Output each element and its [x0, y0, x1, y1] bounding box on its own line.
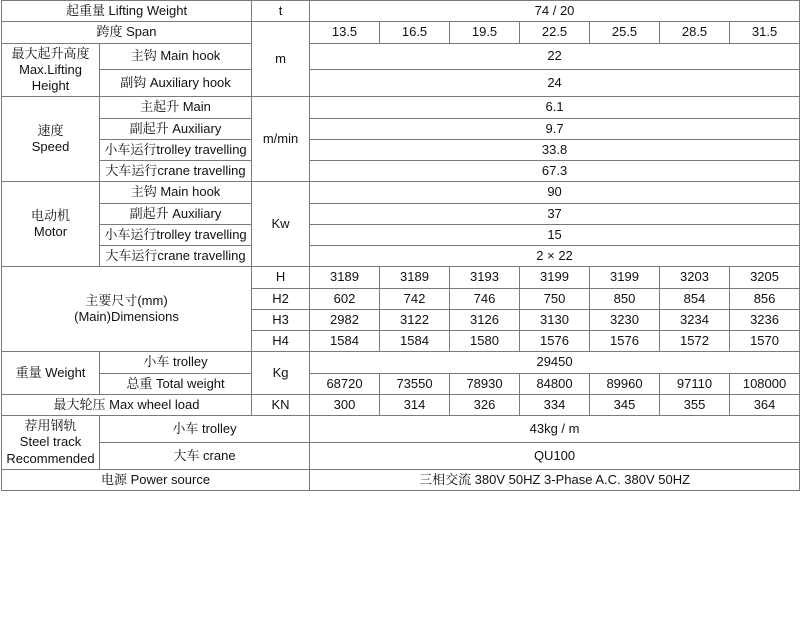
- steel-track-trolley-cell-0: 荐用钢轨 Steel track Recommended: [2, 416, 100, 470]
- weight-trolley-cell-1: 小车 trolley: [100, 352, 252, 373]
- weight-total-cell-6: 97110: [660, 373, 730, 394]
- max-wheel-load-cell-0: 最大轮压 Max wheel load: [2, 394, 252, 415]
- table-row: [2, 182, 800, 203]
- weight-total-cell-2: 73550: [380, 373, 450, 394]
- weight-total-cell-3: 78930: [450, 373, 520, 394]
- speed-crane-cell-0: 大车运行crane travelling: [100, 161, 252, 182]
- motor-main-hook-cell-1: 主钩 Main hook: [100, 182, 252, 203]
- dimensions-h3-cell-5: 3230: [590, 309, 660, 330]
- dimensions-h2-cell-7: 856: [730, 288, 800, 309]
- table-row: [2, 246, 800, 267]
- span-cell-5: 22.5: [520, 22, 590, 43]
- steel-track-crane-cell-1: QU100: [310, 442, 800, 469]
- dimensions-h-cell-5: 3199: [520, 267, 590, 288]
- motor-auxiliary-cell-1: 37: [310, 203, 800, 224]
- motor-crane-cell-1: 2 × 22: [310, 246, 800, 267]
- weight-total-cell-5: 89960: [590, 373, 660, 394]
- motor-trolley-cell-0: 小车运行trolley travelling: [100, 224, 252, 245]
- speed-main-cell-3: 6.1: [310, 97, 800, 118]
- max-wheel-load-cell-4: 326: [450, 394, 520, 415]
- table-row: [2, 469, 800, 490]
- weight-total-cell-0: 总重 Total weight: [100, 373, 252, 394]
- max-wheel-load-cell-5: 334: [520, 394, 590, 415]
- table-row: [2, 267, 800, 288]
- power-source-cell-0: 电源 Power source: [2, 469, 310, 490]
- dimensions-h2-cell-3: 746: [450, 288, 520, 309]
- dimensions-h-cell-7: 3203: [660, 267, 730, 288]
- dimensions-h4-cell-7: 1570: [730, 331, 800, 352]
- table-row: [2, 70, 800, 97]
- dimensions-h2-cell-0: H2: [252, 288, 310, 309]
- span-cell-6: 25.5: [590, 22, 660, 43]
- dimensions-h-cell-8: 3205: [730, 267, 800, 288]
- dimensions-h2-cell-1: 602: [310, 288, 380, 309]
- table-row: [2, 373, 800, 394]
- table-row: [2, 43, 800, 70]
- speed-main-cell-1: 主起升 Main: [100, 97, 252, 118]
- max-wheel-load-cell-6: 345: [590, 394, 660, 415]
- dimensions-h-cell-1: H: [252, 267, 310, 288]
- table-row: [2, 416, 800, 443]
- max-wheel-load-cell-3: 314: [380, 394, 450, 415]
- dimensions-h3-cell-2: 3122: [380, 309, 450, 330]
- weight-total-cell-1: 68720: [310, 373, 380, 394]
- speed-trolley-cell-1: 33.8: [310, 139, 800, 160]
- lifting-weight-cell-2: 74 / 20: [310, 1, 800, 22]
- dimensions-h-cell-0: 主要尺寸(mm) (Main)Dimensions: [2, 267, 252, 352]
- table-row: [2, 394, 800, 415]
- dimensions-h3-cell-7: 3236: [730, 309, 800, 330]
- dimensions-h2-cell-2: 742: [380, 288, 450, 309]
- max-lifting-height-main-cell-1: 主钩 Main hook: [100, 43, 252, 70]
- dimensions-h-cell-2: 3189: [310, 267, 380, 288]
- dimensions-h4-cell-3: 1580: [450, 331, 520, 352]
- table-row: [2, 1, 800, 22]
- max-lifting-height-aux-cell-0: 副钩 Auxiliary hook: [100, 70, 252, 97]
- dimensions-h3-cell-3: 3126: [450, 309, 520, 330]
- dimensions-h3-cell-4: 3130: [520, 309, 590, 330]
- weight-trolley-cell-0: 重量 Weight: [2, 352, 100, 395]
- weight-total-cell-7: 108000: [730, 373, 800, 394]
- dimensions-h4-cell-6: 1572: [660, 331, 730, 352]
- table-row: [2, 97, 800, 118]
- motor-main-hook-cell-3: 90: [310, 182, 800, 203]
- span-cell-4: 19.5: [450, 22, 520, 43]
- table-row: [2, 203, 800, 224]
- motor-main-hook-cell-0: 电动机 Motor: [2, 182, 100, 267]
- max-lifting-height-main-cell-2: 22: [310, 43, 800, 70]
- speed-main-cell-0: 速度 Speed: [2, 97, 100, 182]
- speed-crane-cell-1: 67.3: [310, 161, 800, 182]
- max-wheel-load-cell-1: KN: [252, 394, 310, 415]
- dimensions-h4-cell-1: 1584: [310, 331, 380, 352]
- lifting-weight-cell-1: t: [252, 1, 310, 22]
- lifting-weight-cell-0: 起重量 Lifting Weight: [2, 1, 252, 22]
- dimensions-h4-cell-4: 1576: [520, 331, 590, 352]
- steel-track-trolley-cell-2: 43kg / m: [310, 416, 800, 443]
- table-row: [2, 224, 800, 245]
- weight-trolley-cell-2: Kg: [252, 352, 310, 395]
- max-wheel-load-cell-7: 355: [660, 394, 730, 415]
- table-row: [2, 161, 800, 182]
- dimensions-h2-cell-6: 854: [660, 288, 730, 309]
- motor-auxiliary-cell-0: 副起升 Auxiliary: [100, 203, 252, 224]
- speed-main-cell-2: m/min: [252, 97, 310, 182]
- table-row: [2, 352, 800, 373]
- motor-trolley-cell-1: 15: [310, 224, 800, 245]
- max-wheel-load-cell-2: 300: [310, 394, 380, 415]
- max-wheel-load-cell-8: 364: [730, 394, 800, 415]
- span-cell-3: 16.5: [380, 22, 450, 43]
- motor-crane-cell-0: 大车运行crane travelling: [100, 246, 252, 267]
- dimensions-h2-cell-4: 750: [520, 288, 590, 309]
- dimensions-h-cell-3: 3189: [380, 267, 450, 288]
- speed-trolley-cell-0: 小车运行trolley travelling: [100, 139, 252, 160]
- dimensions-h3-cell-1: 2982: [310, 309, 380, 330]
- span-cell-7: 28.5: [660, 22, 730, 43]
- dimensions-h4-cell-5: 1576: [590, 331, 660, 352]
- dimensions-h-cell-6: 3199: [590, 267, 660, 288]
- dimensions-h3-cell-6: 3234: [660, 309, 730, 330]
- dimensions-h3-cell-0: H3: [252, 309, 310, 330]
- span-cell-1: m: [252, 22, 310, 97]
- dimensions-h-cell-4: 3193: [450, 267, 520, 288]
- table-row: [2, 139, 800, 160]
- speed-auxiliary-cell-0: 副起升 Auxiliary: [100, 118, 252, 139]
- span-cell-8: 31.5: [730, 22, 800, 43]
- table-row: [2, 22, 800, 43]
- power-source-cell-1: 三相交流 380V 50HZ 3-Phase A.C. 380V 50HZ: [310, 469, 800, 490]
- motor-main-hook-cell-2: Kw: [252, 182, 310, 267]
- crane-specification-table: [1, 0, 800, 491]
- span-cell-0: 跨度 Span: [2, 22, 252, 43]
- speed-auxiliary-cell-1: 9.7: [310, 118, 800, 139]
- dimensions-h2-cell-5: 850: [590, 288, 660, 309]
- dimensions-h4-cell-2: 1584: [380, 331, 450, 352]
- span-cell-2: 13.5: [310, 22, 380, 43]
- dimensions-h4-cell-0: H4: [252, 331, 310, 352]
- weight-trolley-cell-3: 29450: [310, 352, 800, 373]
- table-row: [2, 442, 800, 469]
- table-body: [2, 1, 800, 491]
- max-lifting-height-aux-cell-1: 24: [310, 70, 800, 97]
- steel-track-trolley-cell-1: 小车 trolley: [100, 416, 310, 443]
- steel-track-crane-cell-0: 大车 crane: [100, 442, 310, 469]
- weight-total-cell-4: 84800: [520, 373, 590, 394]
- table-row: [2, 118, 800, 139]
- max-lifting-height-main-cell-0: 最大起升高度 Max.Lifting Height: [2, 43, 100, 97]
